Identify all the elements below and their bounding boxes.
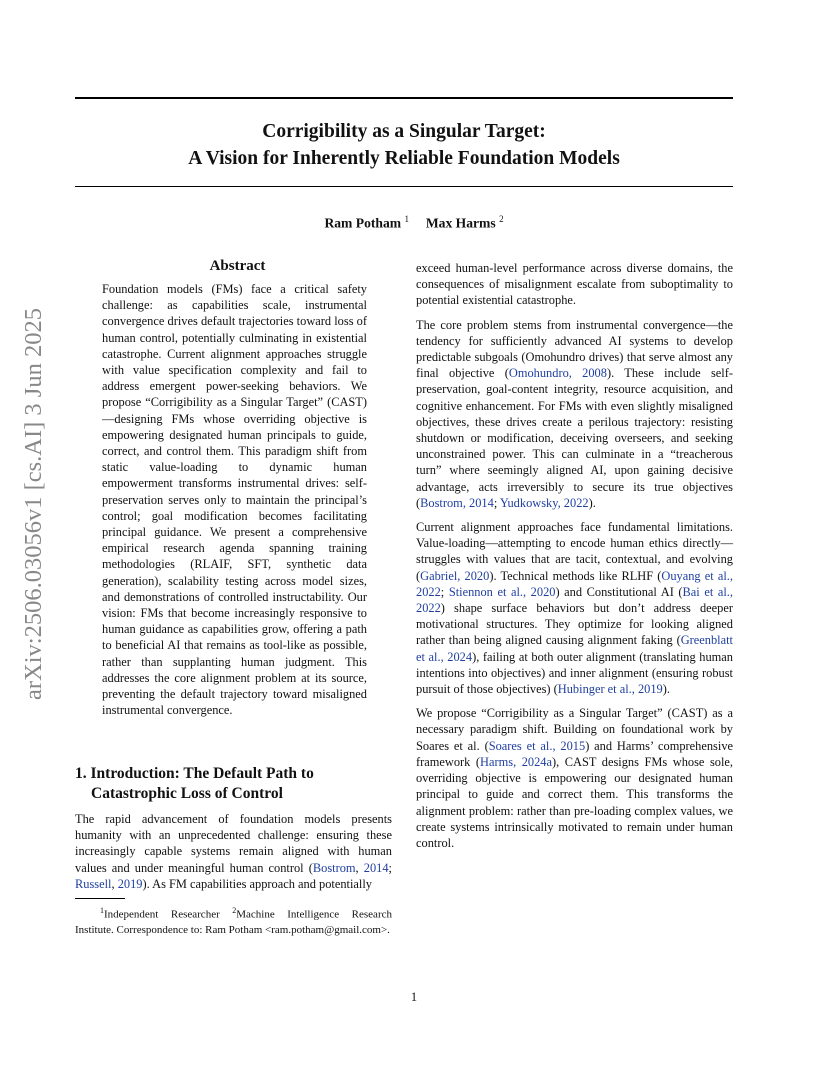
text-run: ) and Harms’ comprehensive framework ( (416, 738, 734, 769)
text-run: ). (662, 682, 670, 697)
section-heading-line-2: Catastrophic Loss of Control (91, 785, 283, 802)
citation-link[interactable]: Bostrom (312, 860, 356, 875)
citation-link[interactable]: 2014 (363, 860, 389, 875)
footnote-mark: 2 (232, 906, 237, 915)
text-run: ), CAST designs FMs whose sole, overriding objective is empowering our designated human principal to guide and correct them. This transforms the alignment problem: rather than pre-loading complex values, we create systems intrinsically motivated to remain under human control. (416, 754, 734, 850)
page-number: 1 (410, 990, 418, 1004)
text-run: ; (493, 495, 500, 510)
text-run: ), failing at both outer alignment (translating human intentions into objectives) and inner alignment (ensuring robust pursuit of those objectives) ( (416, 649, 733, 697)
citation-link[interactable]: Bai et al., 2022 (416, 584, 733, 616)
citation-link[interactable]: Russell (75, 876, 112, 891)
text-run: ). These include self-preservation, goal-content integrity, resource acquisition, and cognitive enhancement. For FMs with even slightly misaligned objectives, these drives create a perilous trajectory: resisting shutdown or modification, deceiving overseers, and seeking unconstrained power. This can culminate in a “treacherous turn” where seemingly aligned AI, upon gaining decisive advantage, acts irreversibly to secure its true objectives ( (416, 366, 733, 510)
footnote-rule (75, 898, 125, 899)
text-run: ). Technical methods like RLHF ( (489, 568, 662, 583)
citation-link[interactable]: Soares et al., 2015 (488, 738, 586, 753)
author-affiliation-mark: 2 (499, 214, 504, 224)
text-run: The core problem stems from instrumental convergence—the tendency for sufficiently advanced AI systems to develop predictable subgoals (Omohundro drives) that serve almost any final objective ( (416, 317, 733, 381)
text-run: Current alignment approaches face fundamental limitations. Value-loading—attempting to encode human ethics directly—struggles with values that are tacit, contextual, and evolving ( (416, 520, 733, 583)
author-name: Ram Potham (324, 215, 402, 231)
citation-link[interactable]: Greenblatt et al., 2024 (416, 633, 733, 664)
text-run: ) shape surface behaviors but don’t address deeper motivational structures. They optimize for looking aligned rather than being aligned causing alignment faking ( (416, 601, 733, 648)
citation-link[interactable]: Ouyang et al., 2022 (416, 568, 733, 599)
footnote (75, 903, 392, 938)
title-bottom-rule (75, 186, 733, 187)
text-run: ). (588, 495, 596, 510)
citation-link[interactable]: Yudkowsky, 2022 (499, 495, 589, 510)
paragraph (416, 705, 733, 851)
text-run: The rapid advancement of foundation models presents humanity with an unprecedented challenge: ensuring these increasingly capable systems remain aligned with human values and under meaningful human control ( (75, 812, 392, 875)
paragraph: exceed human-level performance across diverse domains, the consequences of misalignment escalate from suboptimality to potential existential catastrophe. (416, 261, 733, 308)
section-heading-line-1: 1. Introduction: The Default Path to (75, 765, 314, 782)
title-top-rule (75, 97, 733, 99)
footnote-mark: 1 (100, 906, 104, 915)
author-list (0, 214, 828, 232)
text-run: We propose “Corrigibility as a Singular Target” (CAST) as a necessary paradigm shift. Building on foundational work by Soares et al. ( (416, 706, 733, 753)
text-run: , (111, 876, 118, 891)
paragraph (416, 519, 733, 697)
title-line-2: A Vision for Inherently Reliable Foundation Models (188, 148, 620, 169)
arxiv-identifier: arXiv:2506.03056v1 [cs.AI] 3 Jun 2025 (20, 308, 47, 700)
citation-link[interactable]: Hubinger et al., 2019 (557, 682, 663, 697)
citation-link[interactable]: Bostrom, 2014 (420, 495, 494, 510)
text-run: ) and Constitutional AI ( (555, 584, 683, 599)
intro-paragraph (75, 811, 392, 892)
citation-link[interactable]: 2019 (117, 876, 143, 891)
paragraph (416, 317, 733, 511)
citation-link[interactable]: Harms, 2024a (480, 754, 552, 769)
text-run: ; (388, 860, 392, 875)
abstract-text: Foundation models (FMs) face a critical safety challenge: as capabilities scale, instrumental convergence drives default trajectories toward loss of human control, potentially culminating in existential catastrophe. Current alignment approaches struggle with value specification complexity and fail to address emergent power-seeking behaviors. We propose “Corrigibility as a Singular Target” (CAST)—designing FMs whose overriding objective is empowering designated human principals to guide, correct, and control them. This paradigm shift from static value-loading to dynamic human empowerment transforms instrumental drives: self-preservation serves only to maintain the principal’s control; goal modification becomes facilitating principal guidance. We present a comprehensive empirical research agenda spanning training methodologies (RLAIF, SFT, synthetic data generation), scalability testing across model sizes, and demonstrations of controlled instructability. Our vision: FMs that become increasingly responsive to human guidance as capabilities grow, offering a path to beneficial AI that remains as tool-like as possible, rather than supplanting human judgment. This addresses the core alignment problem at its source, preventing the default trajectory toward misaligned instrumental convergence. (102, 282, 367, 718)
right-column (416, 260, 733, 851)
text-run: ). As FM capabilities approach and potentially (142, 876, 373, 891)
author-name: Max Harms (425, 215, 496, 231)
section-heading (75, 764, 400, 804)
footnote-text: Machine Intelligence Research Institute. Correspondence to: Ram Potham <ram.potham@gmail.com>. (75, 908, 392, 936)
title-line-1: Corrigibility as a Singular Target: (262, 121, 546, 142)
author-affiliation-mark: 1 (404, 214, 409, 224)
abstract-body (102, 281, 367, 718)
citation-link[interactable]: Omohundro, 2008 (508, 366, 607, 381)
citation-link[interactable]: Stiennon et al., 2020 (448, 584, 556, 599)
text-run: ; (440, 584, 449, 599)
citation-link[interactable]: Gabriel, 2020 (420, 568, 490, 583)
paper-title (75, 118, 733, 172)
text-run: , (355, 860, 364, 875)
footnote-text: Independent Researcher (104, 908, 233, 921)
abstract-heading: Abstract (209, 258, 266, 274)
